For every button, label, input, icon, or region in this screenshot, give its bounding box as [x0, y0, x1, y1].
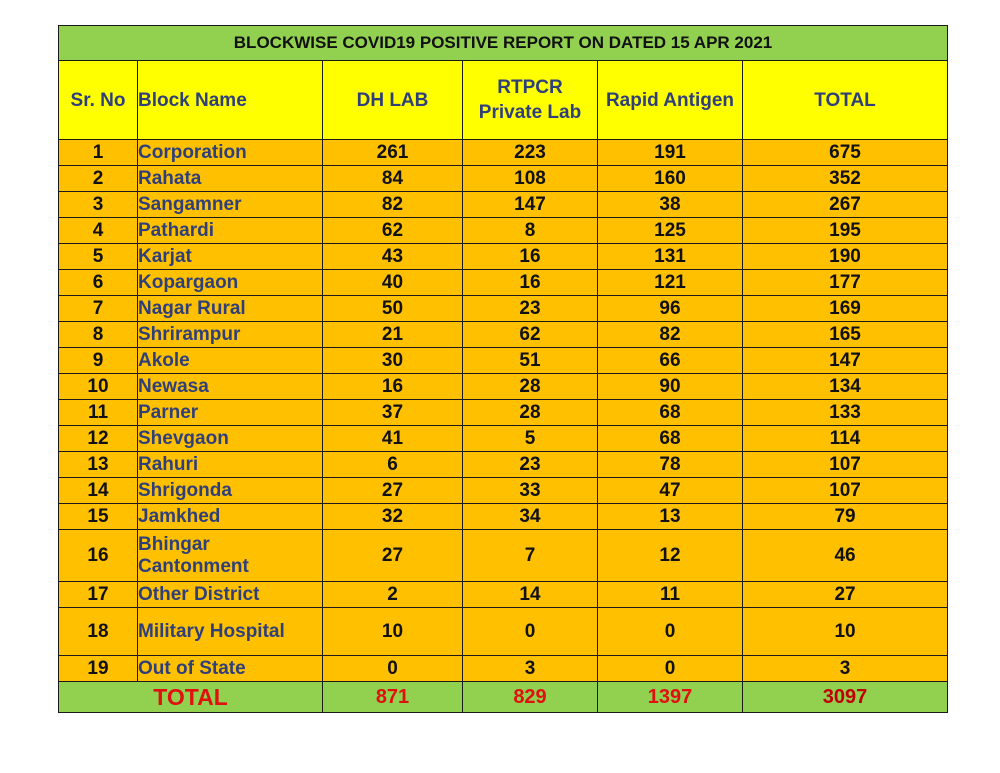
block-name-cell: Parner	[138, 400, 323, 426]
rapid-antigen-cell: 68	[598, 400, 743, 426]
block-name-cell: Newasa	[138, 374, 323, 400]
sr-no-cell: 14	[59, 478, 138, 504]
dh-lab-cell: 32	[323, 504, 463, 530]
table-row	[59, 296, 948, 322]
sr-no-cell: 8	[59, 322, 138, 348]
rapid-antigen-cell: 47	[598, 478, 743, 504]
table-row	[59, 218, 948, 244]
header-row	[59, 61, 948, 140]
dh-lab-cell: 30	[323, 348, 463, 374]
rtpcr-cell: 14	[463, 582, 598, 608]
table-row	[59, 166, 948, 192]
block-name-cell: Out of State	[138, 656, 323, 682]
total-row	[59, 682, 948, 713]
rtpcr-cell: 51	[463, 348, 598, 374]
rtpcr-cell: 34	[463, 504, 598, 530]
total-cell: 169	[743, 296, 948, 322]
total-cell: 165	[743, 322, 948, 348]
table-row	[59, 582, 948, 608]
dh-lab-cell: 84	[323, 166, 463, 192]
sr-no-cell: 1	[59, 140, 138, 166]
rtpcr-cell: 16	[463, 244, 598, 270]
dh-lab-cell: 50	[323, 296, 463, 322]
rtpcr-cell: 0	[463, 608, 598, 656]
rapid-antigen-cell: 68	[598, 426, 743, 452]
rtpcr-cell: 5	[463, 426, 598, 452]
rapid-antigen-cell: 96	[598, 296, 743, 322]
sr-no-cell: 13	[59, 452, 138, 478]
sr-no-cell: 9	[59, 348, 138, 374]
dh-lab-cell: 0	[323, 656, 463, 682]
dh-lab-cell: 37	[323, 400, 463, 426]
dh-lab-cell: 27	[323, 530, 463, 582]
block-name-cell: Rahuri	[138, 452, 323, 478]
table-row	[59, 452, 948, 478]
sr-no-cell: 18	[59, 608, 138, 656]
header-rapid-antigen: Rapid Antigen	[598, 61, 743, 140]
block-name-cell: Pathardi	[138, 218, 323, 244]
block-name-cell: Sangamner	[138, 192, 323, 218]
header-sr-no: Sr. No	[59, 61, 138, 140]
rtpcr-cell: 8	[463, 218, 598, 244]
block-name-cell: Military Hospital	[138, 608, 323, 656]
rapid-antigen-cell: 160	[598, 166, 743, 192]
rapid-antigen-cell: 82	[598, 322, 743, 348]
block-name-cell: Shrigonda	[138, 478, 323, 504]
dh-lab-cell: 10	[323, 608, 463, 656]
rtpcr-cell: 23	[463, 296, 598, 322]
report-title: BLOCKWISE COVID19 POSITIVE REPORT ON DATED 15 APR 2021	[59, 26, 948, 61]
total-cell: 177	[743, 270, 948, 296]
total-cell: 10	[743, 608, 948, 656]
sr-no-cell: 10	[59, 374, 138, 400]
sr-no-cell: 7	[59, 296, 138, 322]
block-name-cell: Shrirampur	[138, 322, 323, 348]
total-cell: 114	[743, 426, 948, 452]
header-total: TOTAL	[743, 61, 948, 140]
total-cell: 107	[743, 452, 948, 478]
dh-lab-cell: 6	[323, 452, 463, 478]
dh-lab-cell: 21	[323, 322, 463, 348]
table-row	[59, 530, 948, 582]
dh-lab-cell: 62	[323, 218, 463, 244]
rapid-antigen-cell: 66	[598, 348, 743, 374]
table-row	[59, 374, 948, 400]
rapid-antigen-cell: 13	[598, 504, 743, 530]
rapid-antigen-cell: 12	[598, 530, 743, 582]
table-row	[59, 270, 948, 296]
total-cell: 190	[743, 244, 948, 270]
total-cell: 133	[743, 400, 948, 426]
header-block-name: Block Name	[138, 61, 323, 140]
table-row	[59, 504, 948, 530]
rtpcr-cell: 223	[463, 140, 598, 166]
rtpcr-cell: 28	[463, 374, 598, 400]
rapid-antigen-cell: 38	[598, 192, 743, 218]
total-cell: 79	[743, 504, 948, 530]
grand-total: 3097	[743, 682, 948, 713]
header-dh-lab: DH LAB	[323, 61, 463, 140]
total-dh-lab: 871	[323, 682, 463, 713]
rtpcr-cell: 108	[463, 166, 598, 192]
sr-no-cell: 19	[59, 656, 138, 682]
table-row	[59, 348, 948, 374]
header-rtpcr-private-lab: RTPCR Private Lab	[463, 61, 598, 140]
block-name-cell: Other District	[138, 582, 323, 608]
table-row	[59, 478, 948, 504]
rapid-antigen-cell: 90	[598, 374, 743, 400]
table-row	[59, 322, 948, 348]
total-cell: 134	[743, 374, 948, 400]
block-name-cell: Shevgaon	[138, 426, 323, 452]
total-rtpcr: 829	[463, 682, 598, 713]
block-name-cell: Jamkhed	[138, 504, 323, 530]
covid-report-table	[58, 25, 948, 713]
rtpcr-cell: 147	[463, 192, 598, 218]
rtpcr-cell: 23	[463, 452, 598, 478]
block-name-cell: Rahata	[138, 166, 323, 192]
table-row	[59, 608, 948, 656]
rapid-antigen-cell: 0	[598, 608, 743, 656]
table-row	[59, 400, 948, 426]
table-row	[59, 140, 948, 166]
table-row	[59, 426, 948, 452]
sr-no-cell: 17	[59, 582, 138, 608]
sr-no-cell: 5	[59, 244, 138, 270]
rapid-antigen-cell: 11	[598, 582, 743, 608]
rapid-antigen-cell: 131	[598, 244, 743, 270]
sr-no-cell: 16	[59, 530, 138, 582]
rapid-antigen-cell: 121	[598, 270, 743, 296]
rtpcr-cell: 3	[463, 656, 598, 682]
rapid-antigen-cell: 125	[598, 218, 743, 244]
total-cell: 267	[743, 192, 948, 218]
total-rapid-antigen: 1397	[598, 682, 743, 713]
sr-no-cell: 11	[59, 400, 138, 426]
rtpcr-cell: 16	[463, 270, 598, 296]
dh-lab-cell: 2	[323, 582, 463, 608]
table-row	[59, 192, 948, 218]
block-name-cell: Corporation	[138, 140, 323, 166]
sr-no-cell: 15	[59, 504, 138, 530]
rtpcr-cell: 7	[463, 530, 598, 582]
total-label: TOTAL	[59, 682, 323, 713]
sr-no-cell: 4	[59, 218, 138, 244]
total-cell: 27	[743, 582, 948, 608]
sr-no-cell: 6	[59, 270, 138, 296]
table-body	[59, 140, 948, 682]
dh-lab-cell: 261	[323, 140, 463, 166]
total-cell: 107	[743, 478, 948, 504]
block-name-cell: Bhingar Cantonment	[138, 530, 323, 582]
sr-no-cell: 3	[59, 192, 138, 218]
table-row	[59, 244, 948, 270]
block-name-cell: Karjat	[138, 244, 323, 270]
dh-lab-cell: 41	[323, 426, 463, 452]
total-cell: 352	[743, 166, 948, 192]
total-cell: 3	[743, 656, 948, 682]
block-name-cell: Kopargaon	[138, 270, 323, 296]
dh-lab-cell: 27	[323, 478, 463, 504]
rtpcr-cell: 62	[463, 322, 598, 348]
sr-no-cell: 12	[59, 426, 138, 452]
rtpcr-cell: 33	[463, 478, 598, 504]
total-cell: 147	[743, 348, 948, 374]
dh-lab-cell: 43	[323, 244, 463, 270]
table-row	[59, 656, 948, 682]
sr-no-cell: 2	[59, 166, 138, 192]
rapid-antigen-cell: 191	[598, 140, 743, 166]
block-name-cell: Akole	[138, 348, 323, 374]
rtpcr-cell: 28	[463, 400, 598, 426]
dh-lab-cell: 40	[323, 270, 463, 296]
dh-lab-cell: 82	[323, 192, 463, 218]
block-name-cell: Nagar Rural	[138, 296, 323, 322]
rapid-antigen-cell: 0	[598, 656, 743, 682]
total-cell: 46	[743, 530, 948, 582]
total-cell: 195	[743, 218, 948, 244]
total-cell: 675	[743, 140, 948, 166]
dh-lab-cell: 16	[323, 374, 463, 400]
rapid-antigen-cell: 78	[598, 452, 743, 478]
